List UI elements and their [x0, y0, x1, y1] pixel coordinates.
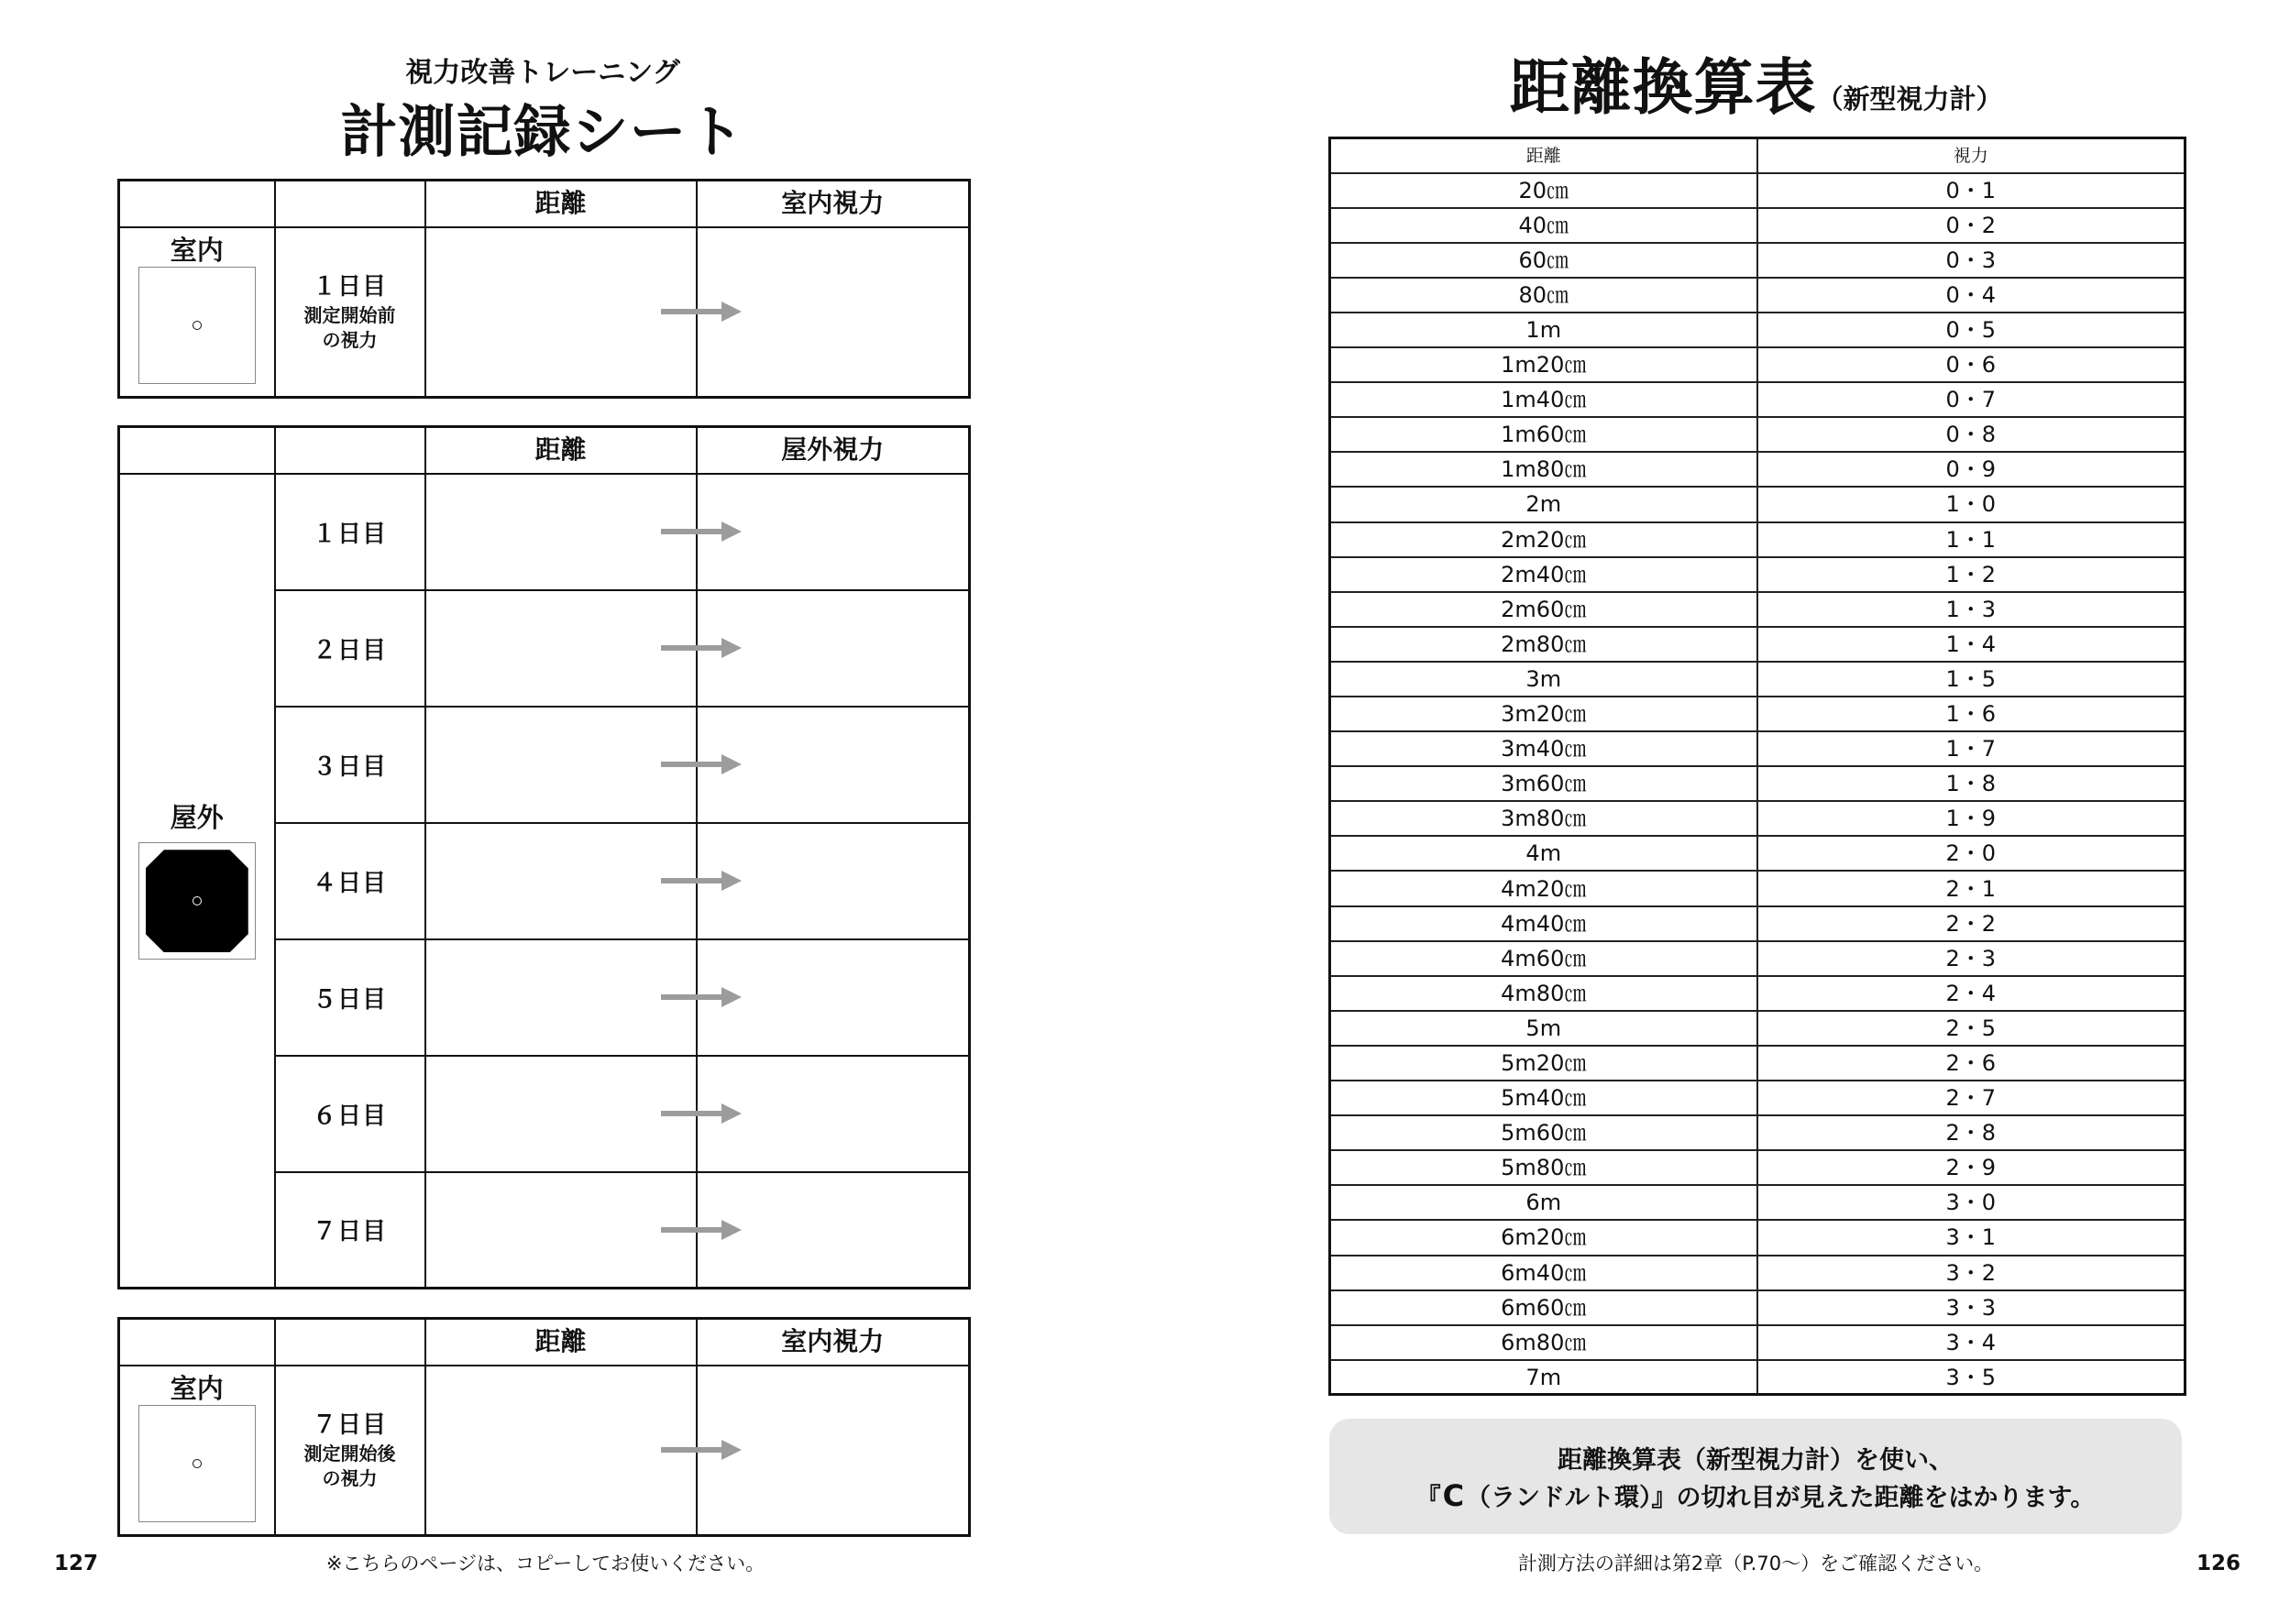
day-label: ７日目 — [275, 1172, 425, 1289]
indoor-after-table — [117, 1317, 971, 1537]
acuity-cell: 3・4 — [1757, 1325, 2185, 1360]
day-note-line: 測定開始後 — [303, 1443, 396, 1465]
distance-cell: 1m80㎝ — [1330, 452, 1757, 487]
distance-cell — [425, 939, 697, 1056]
acuity-cell: 2・8 — [1757, 1115, 2185, 1150]
day-label: ６日目 — [275, 1056, 425, 1172]
distance-cell: 80㎝ — [1330, 278, 1757, 313]
distance-cell: 2m — [1330, 487, 1757, 521]
conversion-row — [1330, 1081, 2185, 1115]
instruction-text: （ランドルト環）』の切れ目が見えた距離をはかります。 — [1466, 1484, 2096, 1512]
day-label: １日目 — [275, 474, 425, 590]
conversion-row — [1330, 1360, 2185, 1395]
conversion-row — [1330, 557, 2185, 592]
acuity-header: 視力 — [1757, 138, 2185, 173]
conversion-row — [1330, 1220, 2185, 1255]
arrow-right-icon — [661, 985, 742, 1009]
distance-cell: 4m60㎝ — [1330, 941, 1757, 976]
conversion-row — [1330, 592, 2185, 627]
outdoor-acuity-header: 屋外視力 — [697, 427, 970, 474]
acuity-cell: 2・3 — [1757, 941, 2185, 976]
footer-note: ※こちらのページは、コピーしてお使いください。 — [325, 1553, 765, 1575]
distance-cell: 1m — [1330, 313, 1757, 347]
instruction-bracket: 『 — [1415, 1484, 1441, 1512]
distance-cell: 6m80㎝ — [1330, 1325, 1757, 1360]
conversion-row — [1330, 731, 2185, 766]
landolt-ring-icon: C — [1442, 1478, 1465, 1513]
acuity-cell: 2・1 — [1757, 871, 2185, 905]
acuity-cell: 2・7 — [1757, 1081, 2185, 1115]
acuity-cell: 0・4 — [1757, 278, 2185, 313]
conversion-row — [1330, 627, 2185, 662]
day-note-line: 測定開始前 — [303, 304, 396, 327]
distance-cell: 3m60㎝ — [1330, 766, 1757, 801]
distance-cell: 4m20㎝ — [1330, 871, 1757, 905]
distance-cell: 2m40㎝ — [1330, 557, 1757, 592]
distance-cell: 3m20㎝ — [1330, 697, 1757, 731]
acuity-cell: 0・5 — [1757, 313, 2185, 347]
blank-header-cell — [275, 1319, 425, 1366]
day-label: ７日目 — [312, 1411, 387, 1440]
acuity-cell: 1・5 — [1757, 662, 2185, 697]
acuity-cell: 2・2 — [1757, 906, 2185, 941]
conversion-row — [1330, 871, 2185, 905]
acuity-cell: 0・8 — [1757, 417, 2185, 452]
acuity-cell: 1・4 — [1757, 627, 2185, 662]
outdoor-day-row — [119, 474, 970, 590]
day-label: ５日目 — [275, 939, 425, 1056]
conversion-row — [1330, 347, 2185, 382]
day-label: ２日目 — [275, 590, 425, 707]
distance-cell: 60㎝ — [1330, 243, 1757, 278]
distance-cell: 6m40㎝ — [1330, 1256, 1757, 1290]
arrow-right-icon — [661, 1438, 742, 1462]
acuity-cell: 0・6 — [1757, 347, 2185, 382]
conversion-row — [1330, 382, 2185, 417]
acuity-cell: 1・8 — [1757, 766, 2185, 801]
conversion-row — [1330, 1011, 2185, 1046]
distance-header: 距離 — [425, 1319, 697, 1366]
acuity-cell: 3・1 — [1757, 1220, 2185, 1255]
conversion-table — [1328, 137, 2186, 1396]
indoor-before-table — [117, 179, 971, 399]
distance-cell: 5m40㎝ — [1330, 1081, 1757, 1115]
page-number: 126 — [2196, 1552, 2240, 1575]
acuity-cell: 1・0 — [1757, 487, 2185, 521]
conversion-row — [1330, 1046, 2185, 1081]
conversion-title-suffix: （新型視力計） — [1816, 83, 2003, 115]
distance-cell: 3m — [1330, 662, 1757, 697]
acuity-cell: 3・5 — [1757, 1360, 2185, 1395]
acuity-cell: 0・3 — [1757, 243, 2185, 278]
table-header-row — [119, 181, 970, 227]
outdoor-chart-icon — [138, 842, 256, 960]
acuity-cell: 1・2 — [1757, 557, 2185, 592]
day-cell — [275, 227, 425, 398]
day-note-line: の視力 — [322, 329, 378, 352]
blank-header-cell — [119, 427, 275, 474]
day-label: ４日目 — [275, 823, 425, 939]
acuity-cell: 3・0 — [1757, 1185, 2185, 1220]
acuity-cell: 0・2 — [1757, 208, 2185, 243]
indoor-acuity-header: 室内視力 — [697, 181, 970, 227]
ring-mark-icon — [193, 896, 202, 905]
indoor-chart-icon — [138, 1405, 256, 1522]
arrow-right-icon — [661, 1102, 742, 1125]
arrow-right-icon — [661, 752, 742, 776]
distance-cell: 1m60㎝ — [1330, 417, 1757, 452]
distance-cell: 2m80㎝ — [1330, 627, 1757, 662]
day-label: ３日目 — [275, 707, 425, 823]
location-label: 室内 — [170, 234, 224, 266]
distance-cell — [425, 1172, 697, 1289]
conversion-row — [1330, 452, 2185, 487]
arrow-right-icon — [661, 300, 742, 324]
distance-cell: 2m20㎝ — [1330, 522, 1757, 557]
outdoor-location-cell — [119, 474, 275, 1289]
distance-cell: 7m — [1330, 1360, 1757, 1395]
blank-header-cell — [275, 181, 425, 227]
page-number: 127 — [53, 1552, 98, 1575]
acuity-cell: 2・0 — [1757, 836, 2185, 871]
conversion-row — [1330, 697, 2185, 731]
footer-note: 計測方法の詳細は第2章（P.70〜）をご確認ください。 — [1517, 1553, 1994, 1575]
distance-cell: 4m80㎝ — [1330, 976, 1757, 1011]
instruction-line: 距離換算表（新型視力計）を使い、 — [1558, 1446, 1954, 1475]
blank-header-cell — [119, 181, 275, 227]
acuity-cell: 1・7 — [1757, 731, 2185, 766]
distance-cell — [425, 474, 697, 590]
distance-cell: 5m60㎝ — [1330, 1115, 1757, 1150]
acuity-cell: 1・1 — [1757, 522, 2185, 557]
acuity-cell: 2・4 — [1757, 976, 2185, 1011]
distance-cell: 3m40㎝ — [1330, 731, 1757, 766]
indoor-chart-icon — [138, 267, 256, 384]
distance-cell: 4m — [1330, 836, 1757, 871]
outdoor-table — [117, 425, 971, 1289]
distance-cell: 5m20㎝ — [1330, 1046, 1757, 1081]
acuity-cell: 2・9 — [1757, 1150, 2185, 1185]
conversion-row — [1330, 208, 2185, 243]
distance-cell: 40㎝ — [1330, 208, 1757, 243]
distance-cell: 1m40㎝ — [1330, 382, 1757, 417]
record-row — [119, 227, 970, 398]
acuity-cell: 3・3 — [1757, 1290, 2185, 1325]
distance-cell: 1m20㎝ — [1330, 347, 1757, 382]
acuity-cell: 2・6 — [1757, 1046, 2185, 1081]
distance-cell: 2m60㎝ — [1330, 592, 1757, 627]
arrow-right-icon — [661, 1218, 742, 1242]
acuity-cell: 0・7 — [1757, 382, 2185, 417]
distance-cell — [425, 590, 697, 707]
conversion-row — [1330, 941, 2185, 976]
sheet-subtitle: 視力改善トレーニング — [405, 57, 680, 89]
conversion-row — [1330, 1256, 2185, 1290]
distance-cell: 3m80㎝ — [1330, 801, 1757, 836]
indoor-location-cell — [119, 227, 275, 398]
acuity-cell: 0・1 — [1757, 173, 2185, 208]
acuity-cell: 0・9 — [1757, 452, 2185, 487]
distance-cell: 4m40㎝ — [1330, 906, 1757, 941]
conversion-row — [1330, 243, 2185, 278]
distance-cell: 5m80㎝ — [1330, 1150, 1757, 1185]
conversion-row — [1330, 801, 2185, 836]
distance-cell — [425, 823, 697, 939]
conversion-row — [1330, 662, 2185, 697]
distance-cell — [425, 707, 697, 823]
acuity-cell: 1・6 — [1757, 697, 2185, 731]
instruction-box — [1329, 1419, 2182, 1534]
ring-mark-icon — [193, 321, 202, 330]
conversion-row — [1330, 487, 2185, 521]
day-cell — [275, 1366, 425, 1536]
day-label: １日目 — [312, 273, 387, 302]
conversion-row — [1330, 766, 2185, 801]
distance-cell: 20㎝ — [1330, 173, 1757, 208]
conversion-row — [1330, 1150, 2185, 1185]
acuity-cell: 2・5 — [1757, 1011, 2185, 1046]
distance-cell: 5m — [1330, 1011, 1757, 1046]
conversion-row — [1330, 976, 2185, 1011]
distance-cell: 6m — [1330, 1185, 1757, 1220]
arrow-right-icon — [661, 520, 742, 543]
record-row — [119, 1366, 970, 1536]
distance-header: 距離 — [425, 181, 697, 227]
conversion-row — [1330, 1185, 2185, 1220]
conversion-title-main: 距離換算表 — [1509, 52, 1817, 123]
distance-cell — [425, 1366, 697, 1536]
conversion-row — [1330, 417, 2185, 452]
table-header-row — [1330, 138, 2185, 173]
location-label: 室内 — [170, 1372, 224, 1404]
acuity-cell: 1・9 — [1757, 801, 2185, 836]
arrow-right-icon — [661, 869, 742, 893]
location-label: 屋外 — [170, 802, 224, 834]
acuity-cell: 3・2 — [1757, 1256, 2185, 1290]
indoor-acuity-header: 室内視力 — [697, 1319, 970, 1366]
conversion-row — [1330, 906, 2185, 941]
acuity-cell: 1・3 — [1757, 592, 2185, 627]
indoor-location-cell — [119, 1366, 275, 1536]
table-header-row — [119, 1319, 970, 1366]
conversion-row — [1330, 173, 2185, 208]
conversion-row — [1330, 1115, 2185, 1150]
distance-header: 距離 — [425, 427, 697, 474]
conversion-row — [1330, 278, 2185, 313]
conversion-title — [1328, 46, 2184, 146]
arrow-right-icon — [661, 636, 742, 660]
blank-header-cell — [275, 427, 425, 474]
ring-mark-icon — [193, 1459, 202, 1468]
conversion-row — [1330, 522, 2185, 557]
distance-cell: 6m60㎝ — [1330, 1290, 1757, 1325]
distance-header: 距離 — [1330, 138, 1757, 173]
conversion-row — [1330, 1325, 2185, 1360]
distance-cell: 6m20㎝ — [1330, 1220, 1757, 1255]
distance-cell — [425, 1056, 697, 1172]
table-header-row — [119, 427, 970, 474]
conversion-row — [1330, 1290, 2185, 1325]
sheet-title: 計測記録シート — [340, 98, 745, 165]
conversion-row — [1330, 836, 2185, 871]
day-note-line: の視力 — [322, 1467, 378, 1490]
instruction-line — [1329, 1478, 2182, 1516]
conversion-row — [1330, 313, 2185, 347]
distance-cell — [425, 227, 697, 398]
blank-header-cell — [119, 1319, 275, 1366]
